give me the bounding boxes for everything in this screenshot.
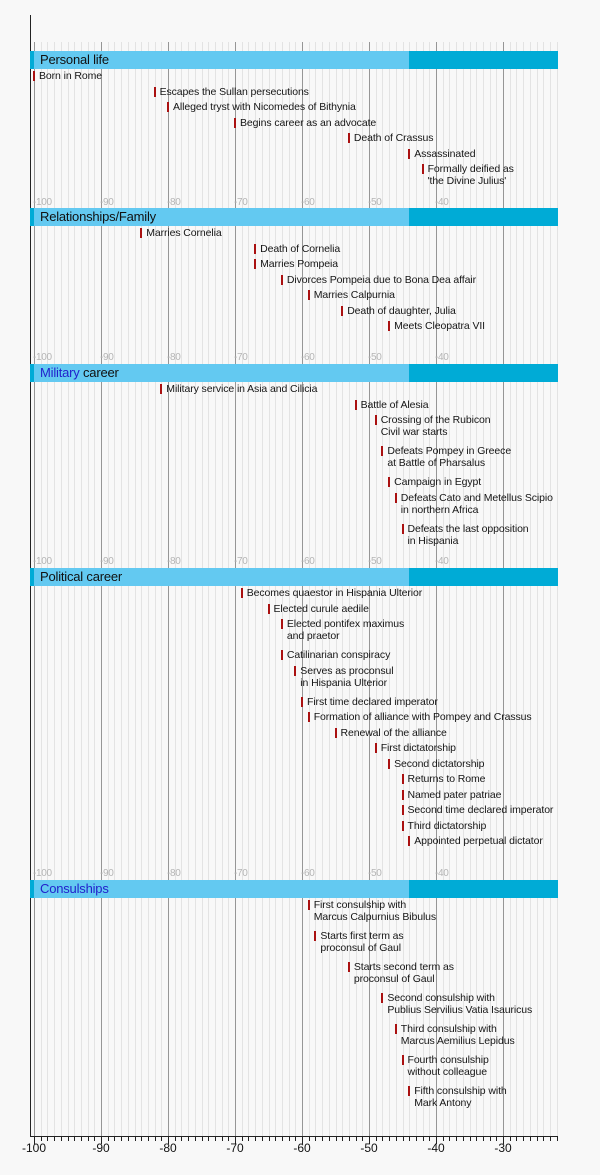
event-tick-icon (341, 306, 343, 316)
section-decade-label: -40 (435, 197, 449, 208)
x-axis-tick (282, 1137, 283, 1141)
x-axis-tick (188, 1137, 189, 1141)
timeline-event (335, 727, 447, 739)
year-gridline (456, 42, 457, 1136)
timeline-event (254, 243, 340, 255)
event-tick-icon (241, 588, 243, 598)
timeline-event (308, 289, 395, 301)
event-label: Second time declared imperator (407, 804, 554, 816)
event-label: Catilinarian conspiracy (286, 649, 391, 661)
year-gridline (463, 42, 464, 1136)
timeline-event (402, 523, 529, 547)
decade-gridline (503, 42, 504, 1136)
x-axis-tick (523, 1137, 524, 1141)
timeline-event (402, 804, 554, 816)
x-axis-tick (483, 1137, 484, 1141)
consulships-link[interactable]: Consulships (40, 881, 109, 896)
year-gridline (135, 42, 136, 1136)
event-tick-icon (160, 384, 162, 394)
event-tick-icon (388, 759, 390, 769)
section-decade-label: -70 (234, 352, 248, 363)
event-tick-icon (33, 71, 35, 81)
x-axis-tick (423, 1137, 424, 1141)
timeline-event (348, 961, 454, 985)
timeline-event (408, 148, 475, 160)
year-gridline (54, 42, 55, 1136)
year-gridline (483, 42, 484, 1136)
timeline-event (402, 773, 486, 785)
event-label: Second dictatorship (394, 757, 485, 770)
timeline-event (388, 320, 485, 332)
timeline-event (167, 101, 356, 113)
event-label: Escapes the Sullan persecutions (159, 85, 309, 98)
military-link[interactable]: Military (40, 365, 80, 380)
event-label: Fifth consulship with Mark Antony (414, 1085, 507, 1109)
timeline-event (355, 399, 429, 411)
event-label: Death of Crassus (353, 132, 434, 144)
event-label: Meets Cleopatra VII (394, 320, 485, 332)
event-label: Starts second term as proconsul of Gaul (353, 961, 454, 985)
timeline-event (301, 696, 438, 708)
event-label: Defeats Pompey in Greece at Battle of Pharsalus (387, 445, 512, 469)
event-tick-icon (140, 228, 142, 238)
event-label: Defeats the last opposition in Hispania (407, 522, 529, 547)
x-axis-tick (148, 1137, 149, 1141)
year-gridline (543, 42, 544, 1136)
timeline-event (268, 603, 369, 615)
event-label: First consulship with Marcus Calpurnius Bibulus (313, 899, 437, 923)
timeline-event (308, 711, 532, 723)
x-axis-tick (342, 1137, 343, 1141)
section-title-text: Personal life (40, 52, 109, 67)
x-axis-label: -60 (293, 1141, 311, 1155)
event-tick-icon (408, 836, 410, 846)
section-title (40, 364, 119, 382)
event-tick-icon (254, 259, 256, 269)
event-tick-icon (254, 244, 256, 254)
x-axis-label: -30 (494, 1141, 512, 1155)
year-gridline (94, 42, 95, 1136)
year-gridline (141, 42, 142, 1136)
section-decade-label: -50 (368, 868, 382, 879)
section-decade-label: -60 (301, 197, 315, 208)
section-decade-label: -40 (435, 352, 449, 363)
event-tick-icon (408, 1086, 410, 1096)
year-gridline (148, 42, 149, 1136)
section-title-text: Relationships/Family (40, 209, 156, 224)
section-decade-label: -90 (100, 352, 114, 363)
x-axis-tick (329, 1137, 330, 1141)
x-axis-tick (349, 1137, 350, 1141)
event-label: Marries Pompeia (260, 258, 338, 270)
x-axis-tick (121, 1137, 122, 1141)
year-gridline (81, 42, 82, 1136)
x-axis-tick (336, 1137, 337, 1141)
section-decade-label: -80 (167, 868, 181, 879)
event-tick-icon (402, 524, 404, 534)
year-gridline (188, 42, 189, 1136)
year-gridline (68, 42, 69, 1136)
timeline-event (314, 930, 403, 954)
x-axis-tick (47, 1137, 48, 1141)
event-label: Returns to Rome (407, 773, 486, 785)
section-decade-label: -60 (301, 868, 315, 879)
event-tick-icon (422, 164, 424, 174)
timeline-event (395, 492, 553, 516)
event-label: Alleged tryst with Nicomedes of Bithynia (173, 101, 356, 113)
section-decade-label: -100 (33, 197, 52, 208)
section-decade-label: -60 (301, 352, 315, 363)
timeline-event (294, 665, 393, 689)
event-label: Military service in Asia and Cilicia (166, 383, 318, 395)
year-gridline (222, 42, 223, 1136)
event-tick-icon (381, 993, 383, 1003)
x-axis-tick (315, 1137, 316, 1141)
section-decade-label: -40 (435, 868, 449, 879)
timeline-event (234, 117, 376, 129)
section-decade-label: -80 (167, 352, 181, 363)
x-axis-tick (409, 1137, 410, 1141)
x-axis-tick (248, 1137, 249, 1141)
year-gridline (530, 42, 531, 1136)
event-label: Fourth consulship without colleague (407, 1054, 489, 1078)
section-decade-label: -90 (100, 197, 114, 208)
x-axis-tick (61, 1137, 62, 1141)
event-label: Renewal of the alliance (340, 726, 447, 739)
event-label: Appointed perpetual dictator (414, 835, 543, 847)
year-gridline (74, 42, 75, 1136)
event-tick-icon (281, 619, 283, 629)
year-gridline (537, 42, 538, 1136)
event-label: Campaign in Egypt (394, 476, 482, 488)
x-axis-line (30, 1136, 558, 1137)
year-gridline (476, 42, 477, 1136)
event-tick-icon (375, 415, 377, 425)
section-decade-label: -100 (33, 868, 52, 879)
x-axis-tick (416, 1137, 417, 1141)
x-axis-tick (289, 1137, 290, 1141)
event-tick-icon (395, 1024, 397, 1034)
year-gridline (523, 42, 524, 1136)
x-axis-label: -50 (360, 1141, 378, 1155)
event-tick-icon (268, 604, 270, 614)
x-axis-tick (141, 1137, 142, 1141)
event-label: Born in Rome (39, 70, 102, 82)
event-label: Starts first term as proconsul of Gaul (320, 930, 404, 954)
section-decade-label: -90 (100, 556, 114, 567)
x-axis-label: -80 (159, 1141, 177, 1155)
year-gridline (228, 42, 229, 1136)
year-gridline (215, 42, 216, 1136)
event-tick-icon (294, 666, 296, 676)
year-gridline (490, 42, 491, 1136)
section-title-text: career (79, 365, 119, 380)
x-axis-tick (222, 1137, 223, 1141)
timeline-event (375, 414, 491, 438)
x-axis-tick (389, 1137, 390, 1141)
timeline-event (402, 820, 487, 832)
x-axis-tick (322, 1137, 323, 1141)
x-axis-tick (202, 1137, 203, 1141)
year-gridline (510, 42, 511, 1136)
event-tick-icon (308, 900, 310, 910)
event-label: Crossing of the Rubicon Civil war starts (380, 414, 491, 438)
year-gridline (61, 42, 62, 1136)
section-decade-label: -80 (167, 556, 181, 567)
event-label: First dictatorship (380, 742, 456, 754)
timeline-event (375, 742, 456, 754)
year-gridline (161, 42, 162, 1136)
year-gridline (557, 42, 558, 1136)
timeline-event (408, 1085, 506, 1109)
year-gridline (88, 42, 89, 1136)
event-label: Named pater patriae (407, 788, 502, 801)
event-label: First time declared imperator (307, 695, 438, 708)
x-axis-tick (356, 1137, 357, 1141)
event-label: Battle of Alesia (360, 398, 429, 411)
section-decade-label: -60 (301, 556, 315, 567)
event-tick-icon (314, 931, 316, 941)
event-label: Marries Cornelia (146, 227, 222, 239)
event-label: Becomes quaestor in Hispania Ulterior (246, 587, 423, 599)
timeline-event (395, 1023, 515, 1047)
section-decade-label: -80 (167, 197, 181, 208)
x-axis-tick (81, 1137, 82, 1141)
event-label: Elected pontifex maximus and praetor (286, 618, 405, 642)
event-label: Death of daughter, Julia (347, 304, 456, 317)
event-tick-icon (154, 87, 156, 97)
timeline-event (408, 835, 543, 847)
x-axis-tick (255, 1137, 256, 1141)
timeline-event (241, 587, 422, 599)
timeline-event (33, 70, 102, 82)
timeline-event (402, 1054, 489, 1078)
section-decade-label: -90 (100, 868, 114, 879)
event-tick-icon (402, 790, 404, 800)
timeline-event (254, 258, 338, 270)
event-label: Assassinated (414, 147, 476, 160)
event-tick-icon (308, 290, 310, 300)
x-axis-tick (557, 1137, 558, 1141)
event-tick-icon (281, 275, 283, 285)
x-axis-tick (403, 1137, 404, 1141)
event-tick-icon (402, 1055, 404, 1065)
event-label: Elected curule aedile (273, 602, 369, 615)
event-tick-icon (402, 805, 404, 815)
timeline-event (140, 227, 221, 239)
timeline-event (281, 618, 404, 642)
year-gridline (128, 42, 129, 1136)
event-label: Formally deified as 'the Divine Julius' (427, 163, 514, 187)
section-decade-label: -100 (33, 352, 52, 363)
x-axis-tick (68, 1137, 69, 1141)
event-tick-icon (402, 821, 404, 831)
section-title (40, 208, 156, 226)
x-axis-tick (516, 1137, 517, 1141)
event-tick-icon (281, 650, 283, 660)
section-decade-label: -40 (435, 556, 449, 567)
x-axis-tick (463, 1137, 464, 1141)
year-gridline (195, 42, 196, 1136)
timeline-event (154, 86, 309, 98)
event-tick-icon (308, 712, 310, 722)
event-label: Third consulship with Marcus Aemilius Lepidus (400, 1023, 515, 1047)
x-axis-label: -100 (21, 1141, 47, 1155)
x-axis-tick (181, 1137, 182, 1141)
x-axis-tick (114, 1137, 115, 1141)
timeline-event (402, 789, 502, 801)
year-gridline (181, 42, 182, 1136)
x-axis-tick (530, 1137, 531, 1141)
timeline-event (281, 274, 476, 286)
section-decade-label: -70 (234, 197, 248, 208)
x-axis-tick (208, 1137, 209, 1141)
year-gridline (470, 42, 471, 1136)
timeline-event (341, 305, 456, 317)
x-axis-tick (537, 1137, 538, 1141)
section-decade-label: -70 (234, 556, 248, 567)
x-axis-tick (155, 1137, 156, 1141)
section-decade-label: -70 (234, 868, 248, 879)
x-axis-label: -90 (92, 1141, 110, 1155)
x-axis-label: -70 (226, 1141, 244, 1155)
x-axis-tick (382, 1137, 383, 1141)
event-label: Marries Calpurnia (313, 289, 395, 301)
timeline-event (348, 132, 434, 144)
event-tick-icon (402, 774, 404, 784)
timeline-event (422, 163, 514, 187)
event-tick-icon (375, 743, 377, 753)
x-axis-tick (269, 1137, 270, 1141)
x-axis-tick (396, 1137, 397, 1141)
event-tick-icon (388, 321, 390, 331)
x-axis-tick (490, 1137, 491, 1141)
x-axis-tick (195, 1137, 196, 1141)
section-title (40, 568, 122, 586)
x-axis-tick (543, 1137, 544, 1141)
event-tick-icon (301, 697, 303, 707)
x-axis-tick (476, 1137, 477, 1141)
event-tick-icon (348, 962, 350, 972)
x-axis-tick (128, 1137, 129, 1141)
event-label: Defeats Cato and Metellus Scipio in northern Africa (400, 491, 553, 516)
x-axis-tick (215, 1137, 216, 1141)
section-title-text: Political career (40, 569, 123, 584)
event-label: Death of Cornelia (260, 242, 341, 255)
timeline-event (388, 476, 481, 488)
event-tick-icon (395, 493, 397, 503)
timeline-event (160, 383, 317, 395)
section-decade-label: -50 (368, 197, 382, 208)
timeline-event (381, 445, 511, 469)
event-tick-icon (234, 118, 236, 128)
event-label: Third dictatorship (407, 819, 487, 832)
x-axis-tick (470, 1137, 471, 1141)
year-gridline (155, 42, 156, 1136)
section-title (40, 51, 109, 69)
event-tick-icon (355, 400, 357, 410)
event-label: Formation of alliance with Pompey and Crassus (313, 711, 532, 723)
section-decade-label: -50 (368, 556, 382, 567)
event-tick-icon (388, 477, 390, 487)
x-axis-tick (135, 1137, 136, 1141)
year-gridline (202, 42, 203, 1136)
year-gridline (114, 42, 115, 1136)
section-title (40, 880, 109, 898)
event-label: Second consulship with Publius Servilius Vatia Isauricus (387, 992, 533, 1016)
year-gridline (208, 42, 209, 1136)
year-gridline (121, 42, 122, 1136)
x-axis-tick (262, 1137, 263, 1141)
year-gridline (550, 42, 551, 1136)
x-axis-tick (550, 1137, 551, 1141)
event-tick-icon (335, 728, 337, 738)
event-label: Serves as proconsul in Hispania Ulterior (300, 664, 394, 689)
event-tick-icon (381, 446, 383, 456)
timeline-event (281, 649, 390, 661)
event-tick-icon (167, 102, 169, 112)
timeline-event (308, 899, 436, 923)
x-axis-tick (449, 1137, 450, 1141)
event-label: Begins career as an advocate (240, 116, 377, 129)
x-axis-tick (54, 1137, 55, 1141)
x-axis-tick (275, 1137, 276, 1141)
event-label: Divorces Pompeia due to Bona Dea affair (286, 273, 476, 286)
x-axis-tick (88, 1137, 89, 1141)
x-axis-tick (74, 1137, 75, 1141)
timeline-event (388, 758, 484, 770)
year-gridline (496, 42, 497, 1136)
event-tick-icon (348, 133, 350, 143)
x-axis-tick (456, 1137, 457, 1141)
year-gridline (516, 42, 517, 1136)
timeline-event (381, 992, 532, 1016)
section-decade-label: -100 (33, 556, 52, 567)
event-tick-icon (408, 149, 410, 159)
x-axis-label: -40 (427, 1141, 445, 1155)
section-decade-label: -50 (368, 352, 382, 363)
